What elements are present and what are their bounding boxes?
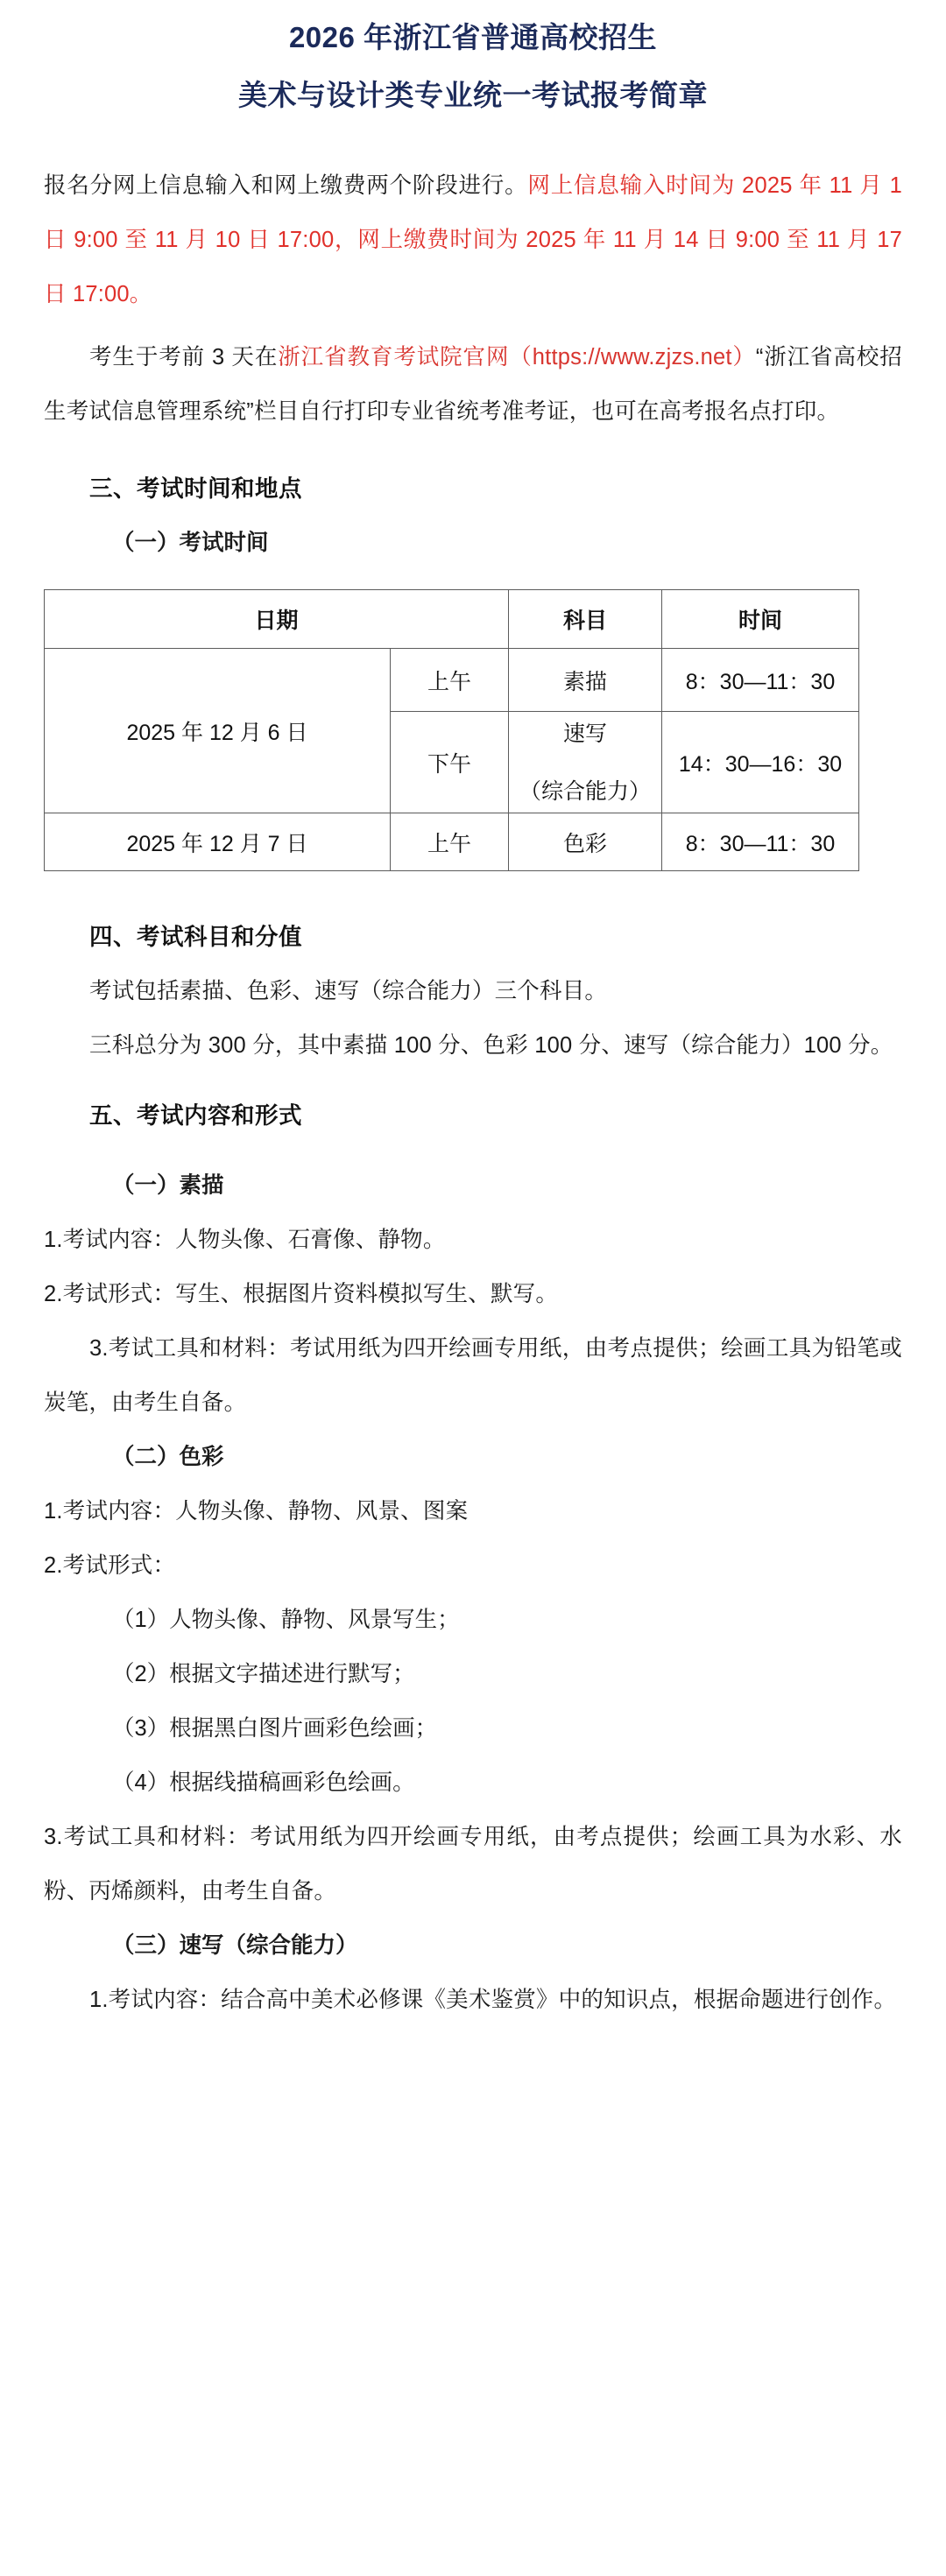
table-cell-half-morning-dec6: 上午 <box>391 649 509 712</box>
color-item-2-label: 2.考试形式： <box>44 1553 176 1578</box>
section-5-heading: 五、考试内容和形式 <box>89 1102 302 1129</box>
table-header-subject: 科目 <box>509 590 662 649</box>
subject-gap <box>512 753 658 772</box>
section-3-heading: 三、考试时间和地点 <box>89 475 302 502</box>
table-body <box>45 649 859 871</box>
color-form-3: （3）根据黑白图片画彩色绘画； <box>112 1716 438 1741</box>
table-cell-subject-speedsketch <box>509 712 662 813</box>
table-header <box>45 590 859 649</box>
color-item-3: 3.考试工具和材料：考试用纸为四开绘画专用纸，由考点提供；绘画工具为水彩、水粉、丙烯颜料，由考生自备。 <box>44 1825 902 1904</box>
table-cell-time-sketch: 8：30—11：30 <box>662 649 859 712</box>
section-4-paragraph-2: 三科总分为 300 分，其中素描 100 分、色彩 100 分、速写（综合能力）100 分。 <box>89 1033 893 1058</box>
section-5-1-subheading: （一）素描 <box>112 1173 224 1198</box>
page-title <box>44 0 902 109</box>
table-cell-subject-color: 色彩 <box>509 813 662 871</box>
title-line-1: 2026 年浙江省普通高校招生 <box>288 21 658 53</box>
admission-ticket-text-part2: “浙江省高校招生考试信息管理系统”栏目自行打印专业省统考准考证，也可在高考报名点打印。 <box>44 345 902 424</box>
table-cell-date-dec6: 2025 年 12 月 6 日 <box>45 649 391 813</box>
table-cell-half-morning-dec7: 上午 <box>391 813 509 871</box>
registration-paragraph <box>44 158 902 321</box>
table-cell-time-speedsketch: 14：30—16：30 <box>662 712 859 813</box>
subject-name-line2: （综合能力） <box>519 778 652 804</box>
color-form-1: （1）人物头像、静物、风景写生； <box>112 1608 460 1632</box>
spacer <box>44 109 902 158</box>
spacer <box>44 871 902 910</box>
table-cell-half-afternoon-dec6: 下午 <box>391 712 509 813</box>
registration-deadline-text: 网上信息输入时间为 2025 年 11 月 1 日 9:00 至 11 月 10 日 17:00，网上缴费时间为 2025 年 11 月 14 日 9:00 至 11 月 17 日 17:00。 <box>44 173 903 306</box>
table-header-row <box>45 590 859 649</box>
table-header-time: 时间 <box>662 590 859 649</box>
sketch-item-3: 3.考试工具和材料：考试用纸为四开绘画专用纸，由考点提供；绘画工具为铅笔或炭笔，由考生自备。 <box>44 1336 902 1415</box>
table-row <box>45 649 859 712</box>
registration-lead-text: 报名分网上信息输入和网上缴费两个阶段进行。 <box>44 173 528 198</box>
spacer <box>44 1143 902 1158</box>
section-4-paragraph-1: 考试包括素描、色彩、速写（综合能力）三个科目。 <box>89 979 608 1003</box>
color-form-4: （4）根据线描稿画彩色绘画。 <box>112 1770 415 1795</box>
section-5-3-subheading: （三）速写（综合能力） <box>112 1933 358 1958</box>
speedsketch-item-1: 1.考试内容：结合高中美术必修课《美术鉴赏》中的知识点，根据命题进行创作。 <box>89 1988 897 2012</box>
admission-ticket-paragraph <box>44 330 902 439</box>
table-row <box>45 813 859 871</box>
table-cell-date-dec7: 2025 年 12 月 7 日 <box>45 813 391 871</box>
spacer <box>44 439 902 461</box>
color-item-1: 1.考试内容：人物头像、静物、风景、图案 <box>44 1499 469 1524</box>
color-form-2: （2）根据文字描述进行默写； <box>112 1662 415 1686</box>
exam-schedule-table <box>44 589 859 871</box>
section-3-1-subheading: （一）考试时间 <box>112 531 269 555</box>
title-line-2: 美术与设计类专业统一考试报考简章 <box>238 79 708 111</box>
sketch-item-2: 2.考试形式：写生、根据图片资料模拟写生、默写。 <box>44 1282 559 1306</box>
table-header-date: 日期 <box>45 590 509 649</box>
sketch-item-1: 1.考试内容：人物头像、石膏像、静物。 <box>44 1228 446 1252</box>
section-5-2-subheading: （二）色彩 <box>112 1445 224 1469</box>
spacer <box>44 321 902 330</box>
zjzs-website-link[interactable]: 浙江省教育考试院官网（https://www.zjzs.net） <box>278 345 756 370</box>
exam-schedule-table-wrapper <box>44 589 902 871</box>
section-4-heading: 四、考试科目和分值 <box>89 924 302 950</box>
table-cell-time-color: 8：30—11：30 <box>662 813 859 871</box>
table-cell-subject-sketch: 素描 <box>509 649 662 712</box>
subject-name-line1: 速写 <box>563 721 608 746</box>
spacer <box>44 1073 902 1088</box>
admission-ticket-text-part1: 考生于考前 3 天在 <box>89 345 279 370</box>
